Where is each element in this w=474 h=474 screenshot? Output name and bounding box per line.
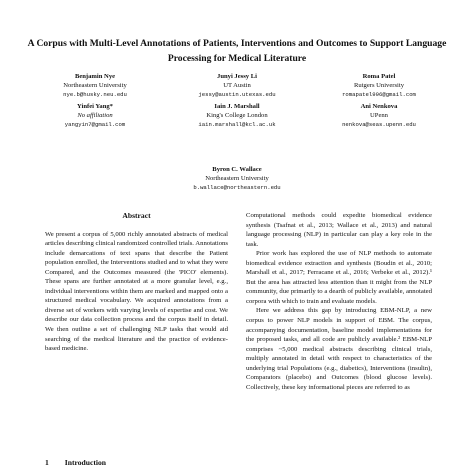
- paper-title: A Corpus with Multi-Level Annotations of Patients, Interventions and Outcomes to Support Language Processing for Medical Literature: [27, 38, 447, 64]
- section-heading-introduction: [45, 458, 122, 467]
- author-email[interactable]: yangyin7@gmail.com: [64, 121, 126, 128]
- body-paragraph: Here we address this gap by introducing EBM-NLP, a new corpus to power NLP models in support of EBM. The corpus, accompanying documentation, baseline model implementations for the proposed tasks, and all code are publicly available.² EBM-NLP comprises ~5,000 medical abstracts describing clinical trials, multiply annotated in detail with respect to characteristics of the underlying trial Populations (e.g., diabetics), Interventions (insulin), Comparators (placebo) and Outcomes (blood glucose levels). Collectively, these key informational pieces are referred to as: [246, 307, 432, 391]
- author-name: Iain J. Marshall: [214, 103, 260, 110]
- author-row-1: [24, 72, 450, 99]
- author-affiliation: Northeastern University: [63, 82, 127, 89]
- author-affiliation: Northeastern University: [205, 175, 269, 182]
- abstract-heading: Abstract: [122, 211, 151, 220]
- author: [24, 72, 166, 99]
- author-block: [24, 72, 450, 132]
- author: [308, 72, 450, 99]
- author-email[interactable]: iain.marshall@kcl.ac.uk: [198, 121, 276, 128]
- left-column: [45, 211, 228, 354]
- author-name: Ani Nenkova: [360, 103, 398, 110]
- author-email[interactable]: romapatel996@gmail.com: [342, 91, 416, 98]
- section-title: Introduction: [64, 458, 107, 467]
- author-name: Yinfei Yang*: [77, 103, 113, 110]
- author-row-2: [24, 102, 450, 129]
- author: [24, 102, 166, 129]
- author: [166, 102, 308, 129]
- body-paragraph: Prior work has explored the use of NLP methods to automate biomedical evidence extraction and synthesis (Boudin et al., 2010; Marshall et al., 2017; Ferracane et al., 2016; Verbeke et al., 2012).¹ But the area has attracted less attention than it might from the NLP community, due primarily to a dearth of publicly available, annotated corpora with which to train and evaluate models.: [246, 250, 432, 305]
- abstract-text: We present a corpus of 5,000 richly annotated abstracts of medical articles describing clinical randomized controlled trials. Annotations include demarcations of text spans that describe the Patient population enrolled, the Interventions studied and to what they were Compared, and the Outcomes measured (the 'PICO' elements). These spans are further annotated at a more granular level, e.g., individual interventions within them are marked and mapped onto a structured medical vocabulary. We acquired annotations from a diverse set of workers with varying levels of expertise and cost. We describe our data collection process and the corpus itself in detail. We then outline a set of challenging NLP tasks that would aid searching of the medical literature and the practice of evidence-based medicine.: [45, 230, 228, 353]
- author-affiliation: UT Austin: [223, 82, 251, 89]
- author-affiliation: UPenn: [370, 112, 388, 119]
- author-name: Junyi Jessy Li: [217, 73, 257, 80]
- right-column: [246, 211, 432, 392]
- author-email[interactable]: nye.b@husky.neu.edu: [63, 91, 127, 98]
- author-email[interactable]: jessy@austin.utexas.edu: [198, 91, 276, 98]
- author-affiliation: Rutgers University: [354, 82, 404, 89]
- author: [308, 102, 450, 129]
- author-name: Byron C. Wallace: [212, 166, 262, 173]
- author-email[interactable]: nenkova@seas.upenn.edu: [342, 121, 416, 128]
- body-paragraph: Computational methods could expedite biomedical evidence synthesis (Tsafnat et al., 2013; Wallace et al., 2013) and natural language processing (NLP) in particular can play a key role in the task.: [246, 212, 432, 248]
- author: [167, 165, 307, 192]
- author-email[interactable]: b.wallace@northeastern.edu: [193, 184, 281, 191]
- author-affiliation: No affiliation: [77, 112, 113, 119]
- author-name: Roma Patel: [362, 73, 396, 80]
- author-name: Benjamin Nye: [74, 73, 116, 80]
- author-affiliation: King's College London: [206, 112, 268, 119]
- section-number: 1: [45, 458, 49, 467]
- author: [166, 72, 308, 99]
